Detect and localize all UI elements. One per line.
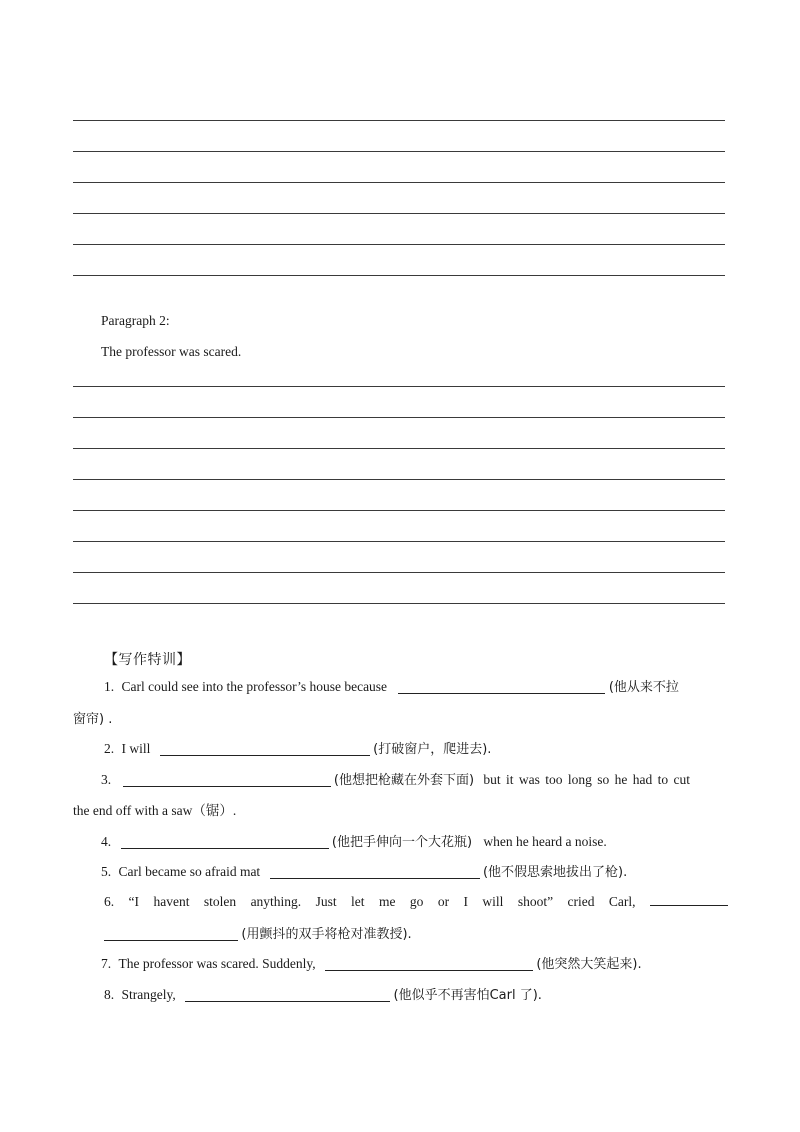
paragraph-2-label: Paragraph 2: [101, 313, 170, 328]
item-word: cried [567, 894, 595, 909]
item-hint: (他从来不拉 [608, 680, 679, 695]
writing-lines-paragraph-1[interactable] [73, 96, 725, 282]
writing-line[interactable] [73, 189, 725, 220]
answer-blank[interactable] [185, 985, 390, 1002]
writing-line[interactable] [73, 579, 725, 610]
item-word: Carl, [608, 894, 636, 909]
item-word: me [378, 894, 396, 909]
writing-line[interactable] [73, 424, 725, 455]
writing-line[interactable] [73, 393, 725, 424]
item-text: when he heard a noise. [483, 834, 607, 849]
section-title: 【写作特训】 [104, 652, 191, 668]
item-text-continued: the end off with a saw（锯）. [73, 803, 237, 818]
item-number: 2. [104, 741, 115, 756]
exercise-item-3 [101, 764, 728, 796]
answer-blank[interactable] [123, 770, 331, 787]
item-number: 6. [104, 894, 115, 909]
answer-blank[interactable] [650, 889, 728, 906]
item-number: 1. [104, 679, 115, 694]
exercise-item-1 [104, 671, 728, 703]
item-word: “I [128, 894, 140, 909]
writing-line[interactable] [73, 548, 725, 579]
item-text: I will [121, 741, 151, 756]
writing-line[interactable] [73, 455, 725, 486]
exercise-item-2 [104, 733, 759, 765]
exercise-item-1-continuation [73, 703, 728, 735]
item-text: Carl became so afraid mat [118, 864, 261, 879]
item-word: havent [153, 894, 190, 909]
item-word: stolen [203, 894, 237, 909]
item-word: Just [315, 894, 337, 909]
writing-line[interactable] [73, 362, 725, 393]
writing-line[interactable] [73, 251, 725, 282]
exercise-item-6-continuation [104, 918, 759, 950]
item-number: 4. [101, 834, 112, 849]
paragraph-2-opening-sentence: The professor was scared. [101, 344, 242, 359]
exercise-item-4 [101, 826, 756, 858]
item-hint: (他想把枪藏在外套下面) [333, 773, 475, 788]
item-number: 3. [101, 772, 112, 787]
item-hint: (用颤抖的双手将枪对准教授). [241, 927, 412, 942]
item-number: 8. [104, 987, 115, 1002]
writing-lines-paragraph-2[interactable] [73, 362, 725, 610]
item-word: will [482, 894, 504, 909]
item-word: anything. [250, 894, 302, 909]
item-text: but it was too long so he had to cut [483, 772, 691, 787]
writing-line[interactable] [73, 517, 725, 548]
answer-blank[interactable] [325, 954, 533, 971]
item-hint: (打破窗户，爬进去). [373, 742, 492, 757]
answer-blank[interactable] [160, 739, 370, 756]
exercise-item-6 [104, 886, 728, 917]
item-word: shoot” [517, 894, 554, 909]
exercise-item-5 [101, 856, 756, 888]
item-number: 5. [101, 864, 112, 879]
item-text: Strangely, [121, 987, 176, 1002]
writing-line[interactable] [73, 220, 725, 251]
item-word: or [437, 894, 450, 909]
item-word: let [351, 894, 365, 909]
writing-line[interactable] [73, 127, 725, 158]
item-hint: (他把手伸向一个大花瓶) [331, 835, 473, 850]
exercise-item-3-continuation [73, 795, 728, 826]
item-hint: (他突然大笑起来). [536, 957, 642, 972]
item-number: 7. [101, 956, 112, 971]
answer-blank[interactable] [104, 924, 238, 941]
writing-line[interactable] [73, 96, 725, 127]
answer-blank[interactable] [121, 832, 329, 849]
item-text: Carl could see into the professor’s house because [121, 679, 388, 694]
item-hint-continued: 窗帘) . [73, 712, 113, 727]
item-hint: (他似乎不再害怕Carl 了). [393, 988, 542, 1003]
item-word: go [409, 894, 424, 909]
exercise-item-8 [104, 979, 759, 1011]
writing-line[interactable] [73, 158, 725, 189]
answer-blank[interactable] [398, 677, 605, 694]
exercise-item-7 [101, 948, 756, 980]
answer-blank[interactable] [270, 862, 480, 879]
item-word: I [463, 894, 468, 909]
item-text: The professor was scared. Suddenly, [118, 956, 316, 971]
item-hint: (他不假思索地拔出了枪). [482, 865, 628, 880]
writing-line[interactable] [73, 486, 725, 517]
